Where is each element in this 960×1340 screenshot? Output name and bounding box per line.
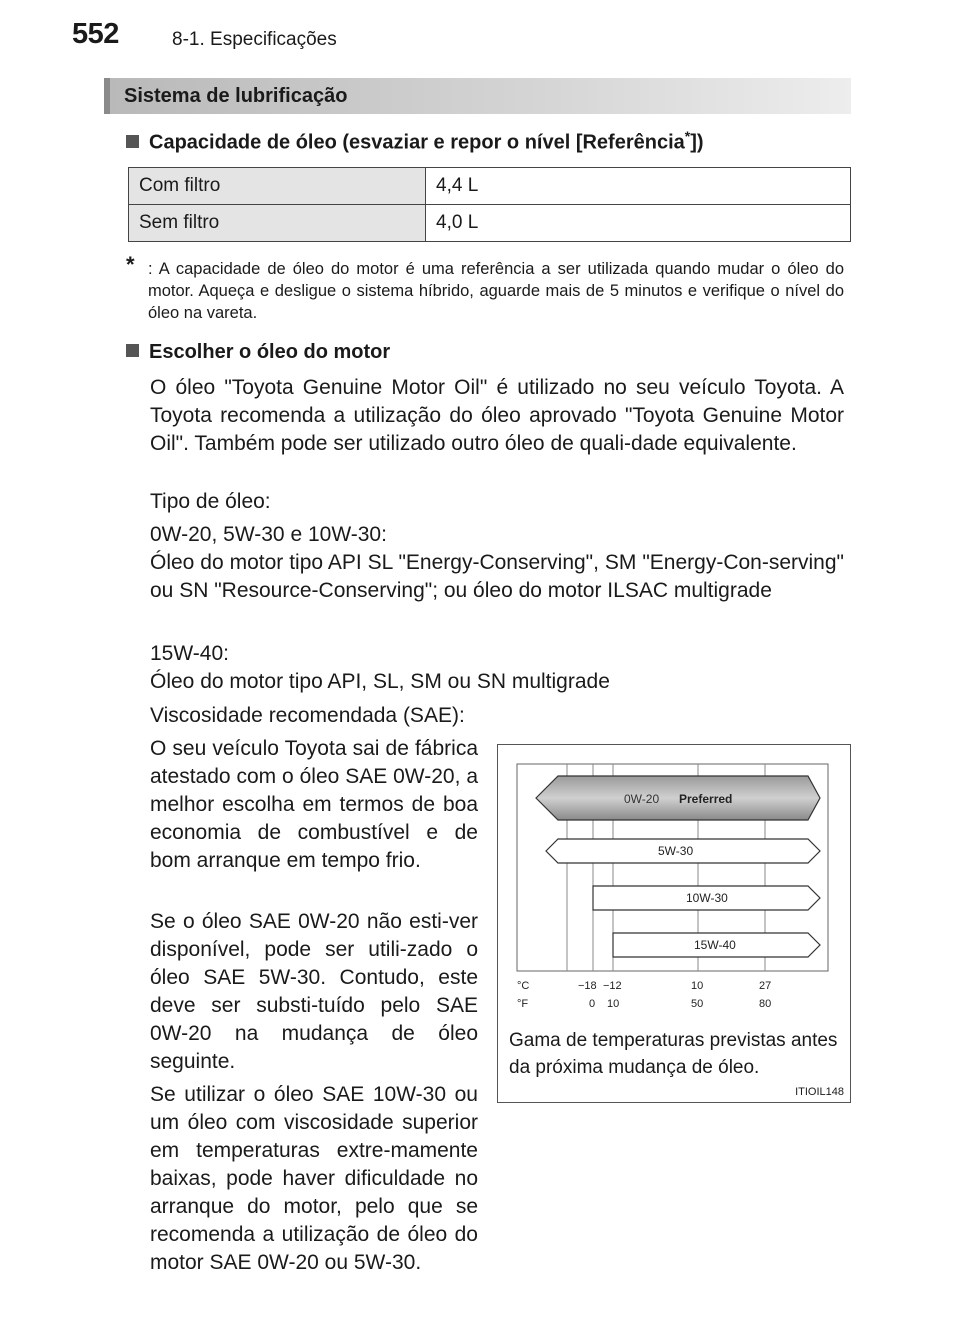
grade-label-10w30: 10W-30: [686, 891, 728, 905]
oil-intro-paragraph: O óleo "Toyota Genuine Motor Oil" é utilizado no seu veículo Toyota. A Toyota recomenda a utilização do óleo aprovado "Toyota Genuine Motor Oil". Também pode ser utilizado outro óleo de quali-dade equivalente.: [150, 376, 844, 455]
grades-0w20-label: 0W-20, 5W-30 e 10W-30:: [150, 523, 387, 546]
grade-label-15w40: 15W-40: [694, 938, 736, 952]
celsius-tick-label: −12: [603, 980, 622, 992]
grade-bar-0w20: [536, 776, 820, 820]
square-bullet-icon: [126, 344, 139, 357]
viscosity-paragraph-2: Se o óleo SAE 0W-20 não esti-ver disponível, pode ser utili-zado o óleo SAE 5W-30. Contudo, este deve ser substi-tuído pelo SAE 0W-20 na mudança de óleo seguinte.: [150, 910, 478, 1073]
celsius-unit-label: °C: [517, 980, 530, 992]
viscosity-paragraph-3: Se utilizar o óleo SAE 10W-30 ou um óleo com viscosidade superior em temperaturas extre-mamente baixas, pode haver dificuldade no arranque do motor, pelo que se recomenda a utilização de óleo do motor SAE 0W-20 ou 5W-30.: [150, 1083, 478, 1274]
table-cell-value: 4,4 L: [426, 168, 851, 205]
table-cell-label: Com filtro: [129, 168, 426, 205]
section-title: Sistema de lubrificação: [124, 85, 348, 107]
grades-15w40-description: Óleo do motor tipo API, SL, SM ou SN multigrade: [150, 670, 610, 693]
oil-capacity-table: [128, 167, 851, 242]
grade-note-preferred: Preferred: [679, 792, 733, 806]
fahrenheit-tick-label: 10: [607, 998, 620, 1010]
grade-label-5w30: 5W-30: [658, 844, 694, 858]
capacity-footnote: [126, 252, 844, 324]
oil-choice-heading: Escolher o óleo do motor: [126, 341, 390, 364]
grade-label-0w20: 0W-20: [624, 792, 660, 806]
viscosity-label: Viscosidade recomendada (SAE):: [150, 704, 465, 727]
celsius-tick-label: 10: [691, 980, 704, 992]
section-header: [104, 78, 851, 114]
celsius-tick-label: −18: [578, 980, 597, 992]
table-row: [129, 168, 851, 205]
table-row: [129, 205, 851, 242]
capacity-heading: Capacidade de óleo (esvaziar e repor o nível [Referência*]): [126, 128, 704, 155]
viscosity-chart-figure: [497, 744, 851, 1103]
footnote-star: *: [126, 252, 135, 277]
chapter-title: 8-1. Especificações: [172, 29, 337, 50]
figure-caption: Gama de temperaturas previstas antes da próxima mudança de óleo.: [509, 1030, 838, 1078]
table-cell-label: Sem filtro: [129, 205, 426, 242]
grades-0w20-description: Óleo do motor tipo API SL "Energy-Conserving", SM "Energy-Con-serving" ou SN "Resource-Conserving"; ou óleo do motor ILSAC multigrade: [150, 551, 844, 602]
footnote-text: : A capacidade de óleo do motor é uma referência a ser utilizada quando mudar o óleo do motor. Aqueça e desligue o sistema híbrido, aguarde mais de 5 minutos e verifique o nível do óleo na vareta.: [148, 260, 844, 322]
fahrenheit-tick-label: 80: [759, 998, 772, 1010]
table-cell-value: 4,0 L: [426, 205, 851, 242]
fahrenheit-tick-label: 50: [691, 998, 704, 1010]
grades-15w40-label: 15W-40:: [150, 642, 229, 665]
figure-code: ITIOIL148: [795, 1086, 844, 1098]
page-number: 552: [72, 18, 119, 50]
viscosity-paragraph-1: O seu veículo Toyota sai de fábrica atestado com o óleo SAE 0W-20, a melhor escolha em termos de boa economia de combustível e de bom arranque em tempo frio.: [150, 737, 478, 872]
fahrenheit-unit-label: °F: [517, 998, 529, 1010]
celsius-tick-label: 27: [759, 980, 772, 992]
fahrenheit-tick-label: 0: [589, 998, 596, 1010]
viscosity-temperature-chart: [498, 745, 852, 1025]
oil-type-label: Tipo de óleo:: [150, 490, 271, 513]
square-bullet-icon: [126, 135, 139, 148]
